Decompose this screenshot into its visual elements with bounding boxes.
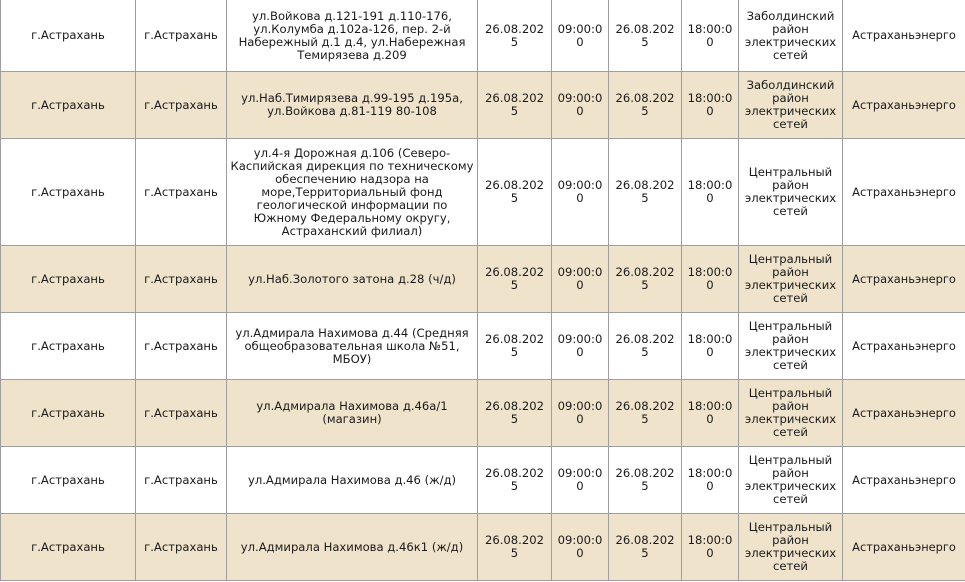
start-date-cell: 26.08.2025 — [478, 380, 552, 447]
address-cell: ул.Наб.Тимирязева д.99-195 д.195а, ул.Войкова д.81-119 80-108 — [227, 72, 478, 139]
table-row — [1, 139, 965, 246]
address-cell: ул.Наб.Золотого затона д.28 (ч/д) — [227, 246, 478, 313]
address-cell: ул.Адмирала Нахимова д.46к1 (ж/д) — [227, 514, 478, 581]
table-row — [1, 313, 965, 380]
region-cell: г.Астрахань — [1, 380, 136, 447]
end-time-cell: 18:00:00 — [682, 313, 739, 380]
organization-cell: Астраханьэнерго — [843, 139, 965, 246]
department-cell: Центральный район электрических сетей — [739, 380, 843, 447]
table-row — [1, 0, 965, 72]
start-time-cell: 09:00:00 — [552, 380, 609, 447]
address-cell: ул.Войкова д.121-191 д.110-176, ул.Колумба д.102а-126, пер. 2-й Набережный д.1 д.4, ул.Набережная Темирязева д.209 — [227, 0, 478, 72]
table-row — [1, 246, 965, 313]
city-cell: г.Астрахань — [136, 72, 227, 139]
organization-cell: Астраханьэнерго — [843, 313, 965, 380]
end-time-cell: 18:00:00 — [682, 139, 739, 246]
region-cell: г.Астрахань — [1, 139, 136, 246]
end-time-cell: 18:00:00 — [682, 514, 739, 581]
table-row — [1, 447, 965, 514]
table-row — [1, 514, 965, 581]
department-cell: Центральный район электрических сетей — [739, 139, 843, 246]
table-row — [1, 72, 965, 139]
city-cell: г.Астрахань — [136, 514, 227, 581]
start-date-cell: 26.08.2025 — [478, 139, 552, 246]
end-time-cell: 18:00:00 — [682, 246, 739, 313]
start-date-cell: 26.08.2025 — [478, 246, 552, 313]
start-time-cell: 09:00:00 — [552, 514, 609, 581]
department-cell: Центральный район электрических сетей — [739, 313, 843, 380]
organization-cell: Астраханьэнерго — [843, 72, 965, 139]
end-date-cell: 26.08.2025 — [609, 380, 682, 447]
department-cell: Заболдинский район электрических сетей — [739, 0, 843, 72]
region-cell: г.Астрахань — [1, 447, 136, 514]
end-time-cell: 18:00:00 — [682, 380, 739, 447]
start-time-cell: 09:00:00 — [552, 0, 609, 72]
organization-cell: Астраханьэнерго — [843, 380, 965, 447]
end-date-cell: 26.08.2025 — [609, 514, 682, 581]
region-cell: г.Астрахань — [1, 246, 136, 313]
organization-cell: Астраханьэнерго — [843, 246, 965, 313]
start-time-cell: 09:00:00 — [552, 139, 609, 246]
start-date-cell: 26.08.2025 — [478, 447, 552, 514]
end-time-cell: 18:00:00 — [682, 72, 739, 139]
city-cell: г.Астрахань — [136, 380, 227, 447]
start-time-cell: 09:00:00 — [552, 447, 609, 514]
organization-cell: Астраханьэнерго — [843, 514, 965, 581]
organization-cell: Астраханьэнерго — [843, 447, 965, 514]
start-time-cell: 09:00:00 — [552, 72, 609, 139]
start-date-cell: 26.08.2025 — [478, 313, 552, 380]
end-time-cell: 18:00:00 — [682, 447, 739, 514]
table-row — [1, 380, 965, 447]
region-cell: г.Астрахань — [1, 313, 136, 380]
end-date-cell: 26.08.2025 — [609, 313, 682, 380]
address-cell: ул.Адмирала Нахимова д.46 (ж/д) — [227, 447, 478, 514]
city-cell: г.Астрахань — [136, 246, 227, 313]
end-date-cell: 26.08.2025 — [609, 72, 682, 139]
end-date-cell: 26.08.2025 — [609, 0, 682, 72]
address-cell: ул.4-я Дорожная д.106 (Северо-Каспийская дирекция по техническому обеспечению надзора на море,Территориальный фонд геологической информации по Южному Федеральному округу, Астраханский филиал) — [227, 139, 478, 246]
city-cell: г.Астрахань — [136, 139, 227, 246]
department-cell: Центральный район электрических сетей — [739, 514, 843, 581]
start-time-cell: 09:00:00 — [552, 313, 609, 380]
region-cell: г.Астрахань — [1, 0, 136, 72]
department-cell: Центральный район электрических сетей — [739, 447, 843, 514]
address-cell: ул.Адмирала Нахимова д.44 (Средняя общеобразовательная школа №51, МБОУ) — [227, 313, 478, 380]
start-time-cell: 09:00:00 — [552, 246, 609, 313]
city-cell: г.Астрахань — [136, 313, 227, 380]
region-cell: г.Астрахань — [1, 72, 136, 139]
start-date-cell: 26.08.2025 — [478, 514, 552, 581]
start-date-cell: 26.08.2025 — [478, 72, 552, 139]
region-cell: г.Астрахань — [1, 514, 136, 581]
department-cell: Центральный район электрических сетей — [739, 246, 843, 313]
start-date-cell: 26.08.2025 — [478, 0, 552, 72]
end-date-cell: 26.08.2025 — [609, 139, 682, 246]
organization-cell: Астраханьэнерго — [843, 0, 965, 72]
end-date-cell: 26.08.2025 — [609, 246, 682, 313]
end-time-cell: 18:00:00 — [682, 0, 739, 72]
department-cell: Заболдинский район электрических сетей — [739, 72, 843, 139]
city-cell: г.Астрахань — [136, 447, 227, 514]
address-cell: ул.Адмирала Нахимова д.46а/1 (магазин) — [227, 380, 478, 447]
city-cell: г.Астрахань — [136, 0, 227, 72]
end-date-cell: 26.08.2025 — [609, 447, 682, 514]
